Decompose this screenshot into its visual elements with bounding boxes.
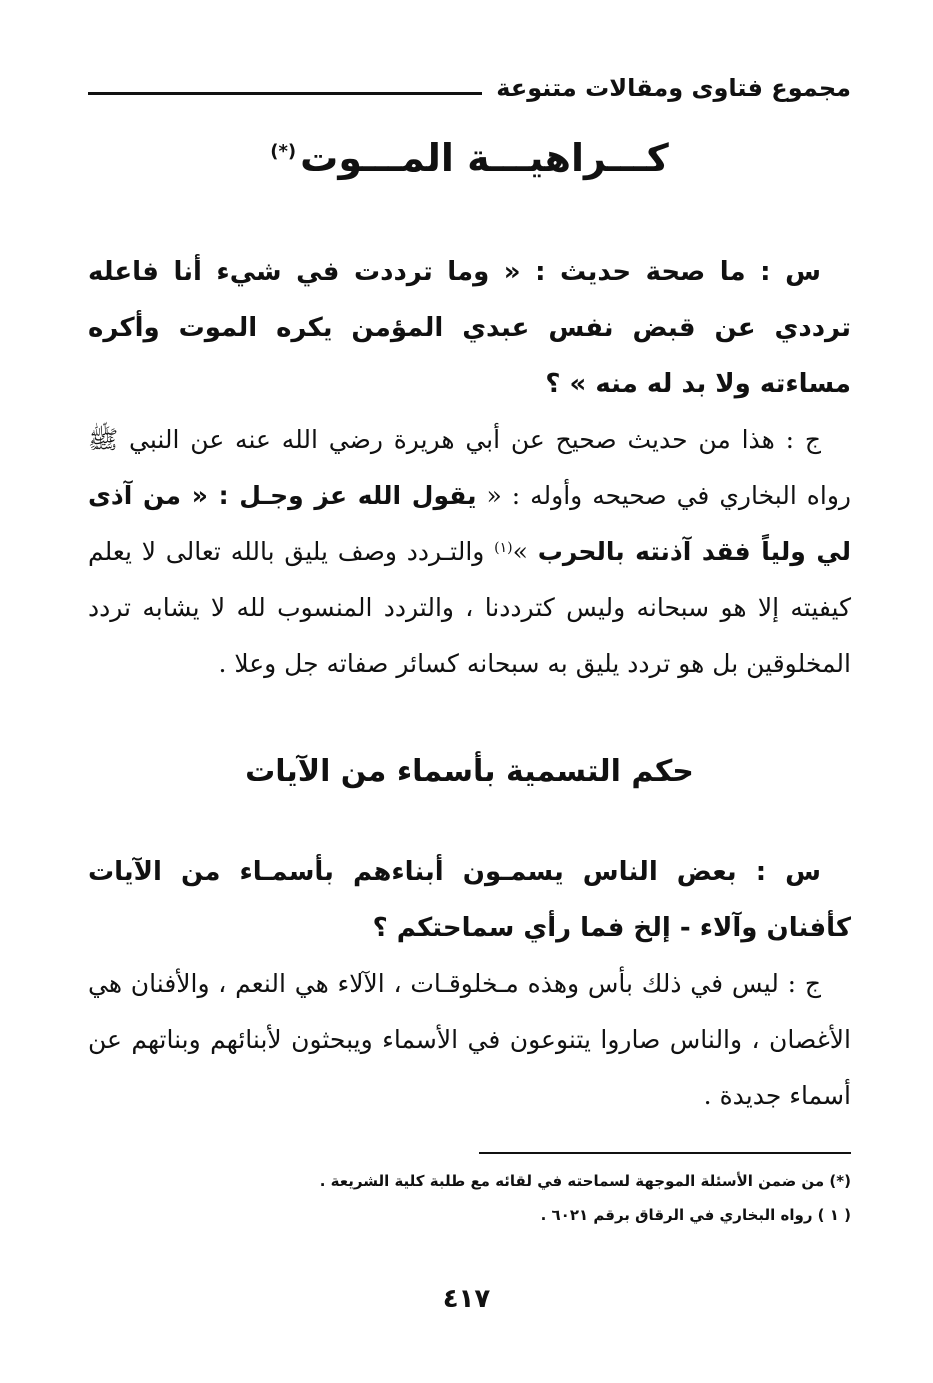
footnote-rule bbox=[479, 1152, 851, 1154]
footnotes bbox=[88, 1164, 851, 1232]
running-title: مجموع فتاوى ومقالات متنوعة bbox=[496, 74, 851, 102]
answer-1-quote-close: » bbox=[512, 537, 528, 566]
question-2: س : بعض الناس يسمـون أبناءهم بأسمـاء من الآيات كأفنان وآلاء - إلخ فما رأي سماحتكم ؟ bbox=[88, 857, 851, 943]
footnote-1: ( ١ ) رواه البخاري في الرقاق برقم ٦٠٢١ . bbox=[540, 1206, 851, 1224]
section-title-text: كـــراهيـــة المـــوت bbox=[300, 136, 669, 180]
page-number: ٤١٧ bbox=[442, 1284, 491, 1314]
answer-1-intro: ج : هذا من حديث صحيح عن أبي هريرة رضي الله عنه عن النبي ﷺ رواه البخاري في صحيحه وأوله : « bbox=[88, 425, 851, 510]
section-title-naming: حكم التسمية بأسماء من الآيات bbox=[245, 754, 694, 789]
answer-1 bbox=[88, 412, 851, 692]
answer-2: ج : ليس في ذلك بأس وهذه مـخلوقـات ، الآلاء هي النعم ، والأفنان هي الأغصان ، والناس صاروا يتنوعون في الأسماء ويبحثون لأبنائهم وبناتهم عن أسماء جديدة . bbox=[88, 969, 851, 1110]
section-title-dislike-of-death bbox=[88, 128, 851, 188]
question-1: س : ما صحة حديث : « وما ترددت في شيء أنا فاعله ترددي عن قبض نفس عبدي المؤمن يكره الموت وأكره مساءته ولا بد له منه » ؟ bbox=[88, 257, 851, 399]
header-rule bbox=[88, 92, 482, 95]
answer-1-explanation: والتـردد وصف يليق بالله تعالى لا يعلم كيفيته إلا هو سبحانه وليس كترددنا ، والتردد المنسوب لله لا يشابه تردد المخلوقين بل هو تردد يليق به سبحانه كسائر صفاته جل وعلا . bbox=[88, 537, 851, 678]
title-footnote-marker: (*) bbox=[270, 141, 297, 162]
answer-1-hadith-quote: يقول الله عز وجـل : « من آذى لي ولياً فقد آذنته بالحرب bbox=[88, 481, 851, 566]
footnote-star: (*) من ضمن الأسئلة الموجهة لسماحته في لقائه مع طلبة كلية الشريعة . bbox=[319, 1172, 851, 1190]
footnote-ref-1: (١) bbox=[494, 540, 513, 556]
running-header bbox=[88, 68, 851, 108]
